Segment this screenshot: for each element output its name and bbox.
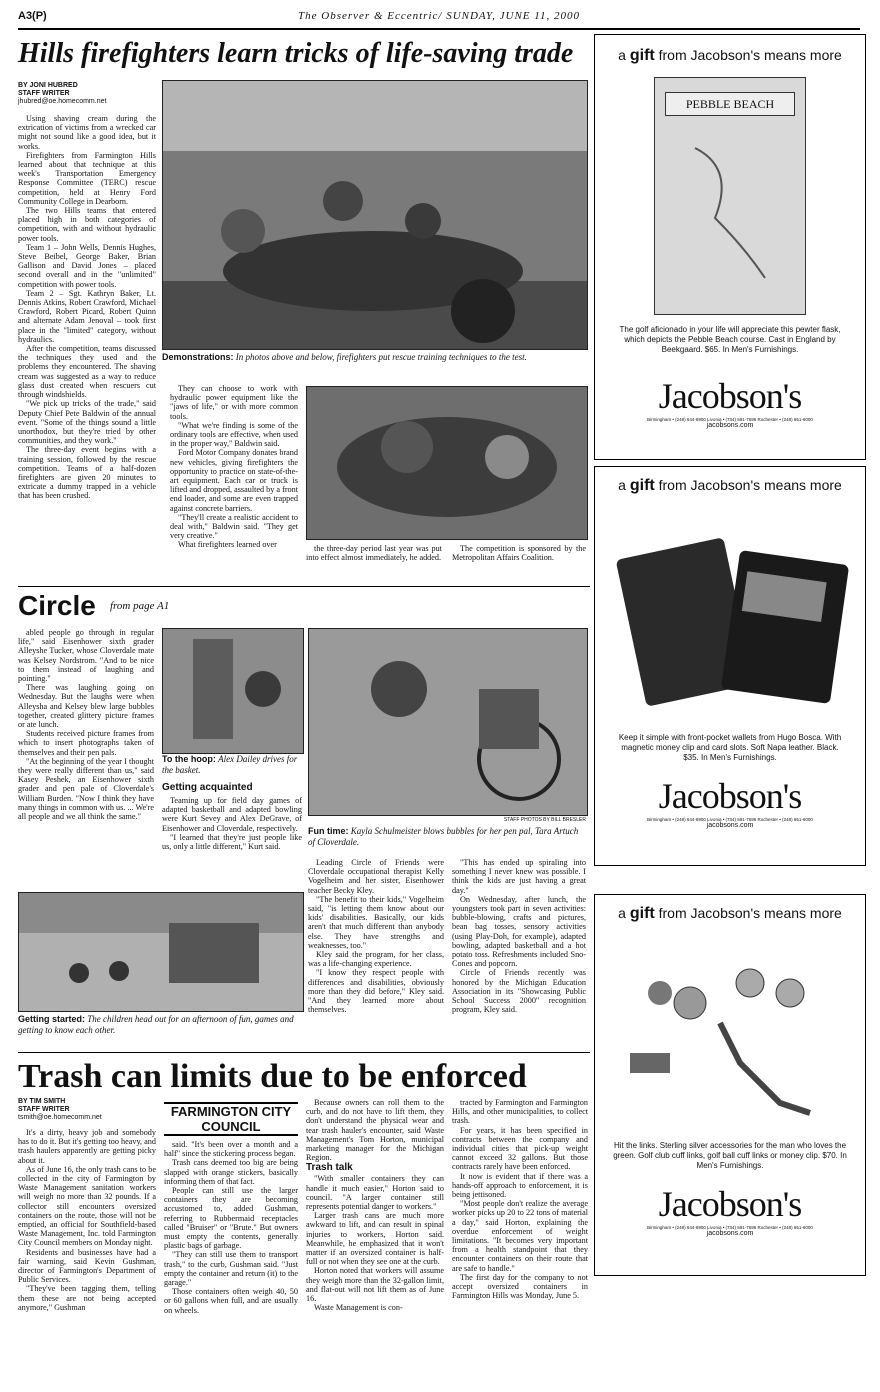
caption-lead: To the hoop: [162, 754, 216, 764]
caption-lead: Fun time: [308, 826, 349, 836]
golf-accessories-image [610, 933, 850, 1133]
caption-text: Alex Dailey drives for the basket. [162, 754, 298, 775]
ad-headline: a gift from Jacobson's means more [618, 47, 842, 64]
firefighter-photo-caption [162, 352, 586, 363]
paragraph: "They can still use them to transport trash," to the curb, Gushman said. "Just empty the container and return (it) to the garage." [164, 1250, 298, 1288]
article2-subhead: Trash talk [306, 1162, 353, 1174]
paragraph: "The benefit to their kids," Vogelheim said, "is letting them know about our kids' disabilities. Basically, our kids aren't that much different than anybody else. They have strengths and weaknesses, too." [308, 894, 444, 950]
caption-text: Kayla Schulmeister blows bubbles for her pen pal, Tara Artuch of Cloverdale. [308, 826, 579, 847]
paragraph: On Wednesday, after lunch, the youngsters took part in seven activities: bubble-blowing, crafts and pictures, bean bag tosses, sensory activities (using Play-Doh, for example), adapted bowling, adapted basketball and a hot potato toss. Refreshments included Sno-Cones and popcorn. [452, 894, 586, 969]
article1-headline: Hills firefighters learn tricks of life-saving trade [18, 38, 574, 69]
masthead [18, 6, 860, 30]
paragraph: Teaming up for field day games of adapted basketball and adapted bowling were Kurt Sevey and Alex DeGrave, of Eisenhower and Cloverdale, respectively. [162, 796, 302, 833]
paragraph: Leading Circle of Friends were Cloverdale occupational therapist Kelly Vogelheim and her sister, Eisenhower teacher Becky Kley. [308, 858, 444, 895]
paragraph: It's a dirty, heavy job and somebody has to do it. But it's getting too heavy, and trash haulers apparently are getting picky about it. [18, 1128, 156, 1165]
article2-headline: Trash can limits due to be enforced [18, 1058, 527, 1095]
paragraph: "What we're finding is some of the ordinary tools are effective, when used in the proper way," Baldwin said. [170, 420, 298, 449]
article2-byline-email: tsmith@oe.homecomm.net [18, 1114, 102, 1121]
masthead-title: The Observer & Eccentric/ SUNDAY, JUNE 11, 2000 [298, 10, 580, 22]
paragraph: "With smaller containers they can handle it much easier," Horton said to council. "A larger container still represents potential danger to workers." [306, 1174, 444, 1212]
article1-col3 [306, 544, 442, 562]
caption-text: In photos above and below, firefighters put rescue training techniques to the test. [235, 352, 527, 362]
ad-description: Keep it simple with front-pocket wallets from Hugo Bosca. With magnetic money clip and card slots. Soft Napa leather. Black. $35. In Men's Furnishings. [618, 733, 842, 762]
caption-lead: Demonstrations: [162, 352, 234, 362]
article1-col4 [452, 544, 586, 562]
article1-col1 [18, 82, 156, 501]
wallet-image [610, 507, 850, 727]
paragraph: Kley said the program, for her class, was a life-changing experience. [308, 950, 444, 969]
jacobsons-logo: Jacobson's [658, 376, 802, 416]
paragraph: "This has ended up spiraling into something I never knew was possible. I think the kids are just having a great day." [452, 858, 586, 895]
jacobsons-ad-golf [594, 894, 866, 1276]
ad-website: jacobsons.com [706, 422, 754, 429]
circle-title: Circle [18, 590, 96, 621]
paragraph: The first day for the company to not accept oversized containers in Farmington Hills was Monday, June 5. [452, 1272, 588, 1301]
paragraph: The competition is sponsored by the Metropolitan Affairs Coalition. [452, 544, 586, 563]
paragraph: "Most people don't realize the average worker picks up 20 to 22 tons of material a day," said Horton, explaining the overdue enforcement of weight limitations. "It becomes very important from a health standpoint that they encounter containers on their route that are safe to handle." [452, 1199, 588, 1273]
paragraph: They can choose to work with hydraulic power equipment like the "jaws of life," or with more common tools. [170, 384, 298, 421]
paragraph: It now is evident that if there was a hands-off approach to enforcement, it is being jettisoned. [452, 1171, 588, 1200]
paragraph: There was laughing going on Wednesday. But the laughs were when Alleysha and Kelsey blew large bubbles together, created glittery picture frames or ate lunch. [18, 683, 154, 730]
paragraph: Those containers often weigh 40, 50 or 60 gallons when full, and are usually on wheels. [164, 1287, 298, 1315]
start-caption [18, 1014, 302, 1036]
paragraph: Using shaving cream during the extrication of victims from a wrecked car might not sound like a good idea, but it works. [18, 114, 156, 151]
flask-image [654, 77, 806, 315]
article2-byline-name: BY TIM SMITH [18, 1098, 66, 1105]
paragraph: Horton noted that workers will assume they weigh more than the 32-gallon limit, and flat-out will not lift them as of June 16. [306, 1266, 444, 1304]
section-divider [18, 1052, 590, 1053]
paragraph: Waste Management is con- [314, 1303, 403, 1313]
article1-byline-role: STAFF WRITER [18, 90, 70, 97]
basketball-photo [162, 628, 304, 754]
ad-website: jacobsons.com [706, 1230, 754, 1237]
fun-caption [308, 826, 586, 848]
paragraph: After the competition, teams discussed the techniques they used and the problems they encountered. The shaving cream was suggested as a way to reduce glass dust created when rescuers cut through windshields. [18, 344, 156, 400]
article1-byline-email: jhubred@oe.homecomm.net [18, 98, 107, 105]
page-number: A3(P) [18, 10, 47, 22]
article1-col2 [170, 384, 298, 550]
paragraph: "They'll create a realistic accident to deal with," Baldwin said. "They get very creative." [170, 512, 298, 541]
ad-description: The golf aficionado in your life will appreciate this pewter flask, which depicts the Pebble Beach course. Cast in England by Beekgaard. $65. In Men's Furnishings. [619, 325, 841, 354]
paragraph: Ford Motor Company donates brand new vehicles, giving firefighters the opportunity to practice on state-of-the-art equipment. Each car or truck is lifted and dropped, assaulted by a front end loader, and some are even trapped against concrete barriers. [170, 448, 299, 513]
article2-col1 [18, 1098, 156, 1312]
circle-col2 [162, 796, 302, 851]
article1-col1-body [18, 114, 156, 501]
council-label: FARMINGTON CITY COUNCIL [164, 1102, 298, 1136]
circle-col1 [18, 628, 154, 821]
hoop-caption [162, 754, 302, 776]
paragraph: "I know they respect people with differences and disabilities, obviously more than they did before," Kley said. "And they learned more about themselves. [308, 968, 444, 1015]
paragraph: Residents and businesses have had a fair warning, said Kevin Gushman, director of Farmington's Department of Public Services. [18, 1247, 156, 1285]
article2-col2 [164, 1140, 298, 1315]
article1-byline-name: BY JONI HUBRED [18, 82, 78, 89]
ad-store-locations: Birmingham • (248) 644-6900 Livonia • (734) 591-7696 Rochester • (248) 651-6000 [647, 817, 813, 822]
ad-store-locations: Birmingham • (248) 644-6900 Livonia • (734) 591-7696 Rochester • (248) 651-6000 [647, 1225, 813, 1230]
paragraph: The two Hills teams that entered placed high in both categories of competition, with and without hydraulic power tools. [18, 206, 156, 243]
paragraph: Because owners can roll them to the curb, and do not have to lift them, they don't understand the physical wear and tear trash hauler's encounter, said Waste Management's Tom Horton, municipal marketing manager for the Michigan Region. [306, 1098, 444, 1163]
paragraph: the three-day period last year was put into effect almost immediately, he added. [306, 544, 442, 563]
circle-col4 [452, 858, 586, 1014]
firefighter-photo-main [162, 80, 588, 350]
bubbles-photo [308, 628, 588, 816]
paragraph: Larger trash cans are much more awkward to lift, and can result in spinal injuries to workers, Horton said. Meanwhile, he emphasized that it won't matter if an oversized container is half-full or not when they see one at the curb. [306, 1211, 444, 1267]
paragraph: tracted by Farmington and Farmington Hills, and other municipalities, to collect trash. [452, 1098, 588, 1126]
jacobsons-ad-flask [594, 34, 866, 460]
article2-col4 [452, 1098, 588, 1300]
paragraph: said. "It's been over a month and a half" since the stickering process began. [164, 1140, 298, 1159]
caption-text: The children head out for an afternoon of fun, games and getting to know each other. [18, 1014, 294, 1035]
ad-website: jacobsons.com [706, 822, 754, 829]
playground-photo [18, 892, 304, 1012]
circle-col3 [308, 858, 444, 1014]
article2-col1-body [18, 1128, 156, 1312]
paragraph: Team 2 – Sgt. Kathryn Baker, Lt. Dennis Atkins, Robert Crawford, Michael Crawford, Robert Picard, Robert Quinn and alternate Adam Jenoval – took first place in the "limited" category, without hydraulics. [18, 288, 156, 344]
paragraph: "They've been tagging them, telling them these are not being accepted anymore," Gushman [18, 1284, 156, 1312]
paragraph: The three-day event begins with a training session, followed by the rescue competition. Teams of a half-dozen firefighters are given 20 minutes to extricate a dummy trapped in a vehicle that has been crushed. [18, 445, 156, 501]
paragraph: People can still use the larger containers they are becoming accustomed to, added Gushman, referring to Rubbermaid receptacles called "Bruiser" or "Brute." But owners must empty the contents, generally plastic bags of garbage. [164, 1186, 298, 1251]
article2-byline-role: STAFF WRITER [18, 1106, 70, 1113]
paragraph: For years, it has been specified in contracts between the company and individual cities that pick-up weight cannot exceed 32 gallons. But those contracts rarely have been enforced. [452, 1125, 588, 1172]
paragraph: Students received picture frames from which to insert photographs taken of themselves and their pen pals. [18, 729, 154, 757]
ad-headline: a gift from Jacobson's means more [618, 905, 842, 922]
jacobsons-logo: Jacobson's [658, 776, 802, 816]
jacobsons-ad-wallet [594, 466, 866, 866]
ad-description: Hit the links. Sterling silver accessories for the man who loves the green. Golf club cuff links, golf ball cuff links or money clip. $70. In Men's Furnishings. [613, 1141, 847, 1170]
circle-from-page: from page A1 [110, 600, 170, 612]
ad-store-locations: Birmingham • (248) 644-6900 Livonia • (734) 591-7696 Rochester • (248) 651-6000 [647, 417, 813, 422]
paragraph: Trash cans deemed too big are being slapped with orange stickers, basically informing them of that fact. [164, 1158, 298, 1186]
paragraph: Firefighters from Farmington Hills learned about that technique at this week's Transportation Emergency Response Committee (TERC) rescue competition, held at Henry Ford Community College in Dearborn. [18, 150, 156, 206]
photo-credit: STAFF PHOTOS BY BILL BRESLER [503, 817, 586, 823]
paragraph: Circle of Friends recently was honored by the Michigan Education Association in its "Showcasing Public School Success 2000" recognition program, Kley said. [452, 968, 586, 1015]
article2-col3 [306, 1098, 444, 1312]
paragraph: Team 1 – John Wells, Dennis Hughes, Steve Beibel, George Baker, Brian Gallison and David Jones – placed second overall and in the "unlimited" competition with power tools. [18, 242, 156, 289]
paragraph: As of June 16, the only trash cans to be collected in the city of Farmington by Waste Management sanitation workers will weigh no more than 32 pounds. If a collector still encounters oversized containers on the route, those will not be emptied, an official for Southfield-based Waste Management, Inc. told Farmington City Council members on Monday night. [18, 1164, 156, 1248]
firefighter-photo-second [306, 386, 588, 540]
caption-lead: Getting started: [18, 1014, 86, 1024]
paragraph: "I learned that they're just people like us, only a little different," Kurt said. [162, 832, 302, 852]
circle-subhead: Getting acquainted [162, 782, 253, 793]
section-divider [18, 586, 590, 587]
jacobsons-logo: Jacobson's [658, 1184, 802, 1224]
ad-headline: a gift from Jacobson's means more [618, 477, 842, 494]
paragraph: "At the beginning of the year I thought they were really different than us," said Kasey Peshek, an Eisenhower sixth grader and pen pale of Cloverdale's William Burden. "Now I think they have many things in common with us. ... We're all people and we all think the same." [18, 756, 154, 822]
paragraph: What firefighters learned over [178, 540, 277, 550]
paragraph: "We pick up tricks of the trade," said Deputy Chief Pete Baldwin of the annual event. "Some of the things sound a little unorthodox, but they're tried by other communities, and they work." [18, 399, 156, 446]
paragraph: abled people go through in regular life," said Eisenhower sixth grader Alleyshe Tucker, whose Cloverdale mate was Kelsey Nordstrom. "And to be nice to them instead of laughing and pointing." [18, 628, 154, 684]
flask-label: PEBBLE BEACH [665, 92, 795, 116]
